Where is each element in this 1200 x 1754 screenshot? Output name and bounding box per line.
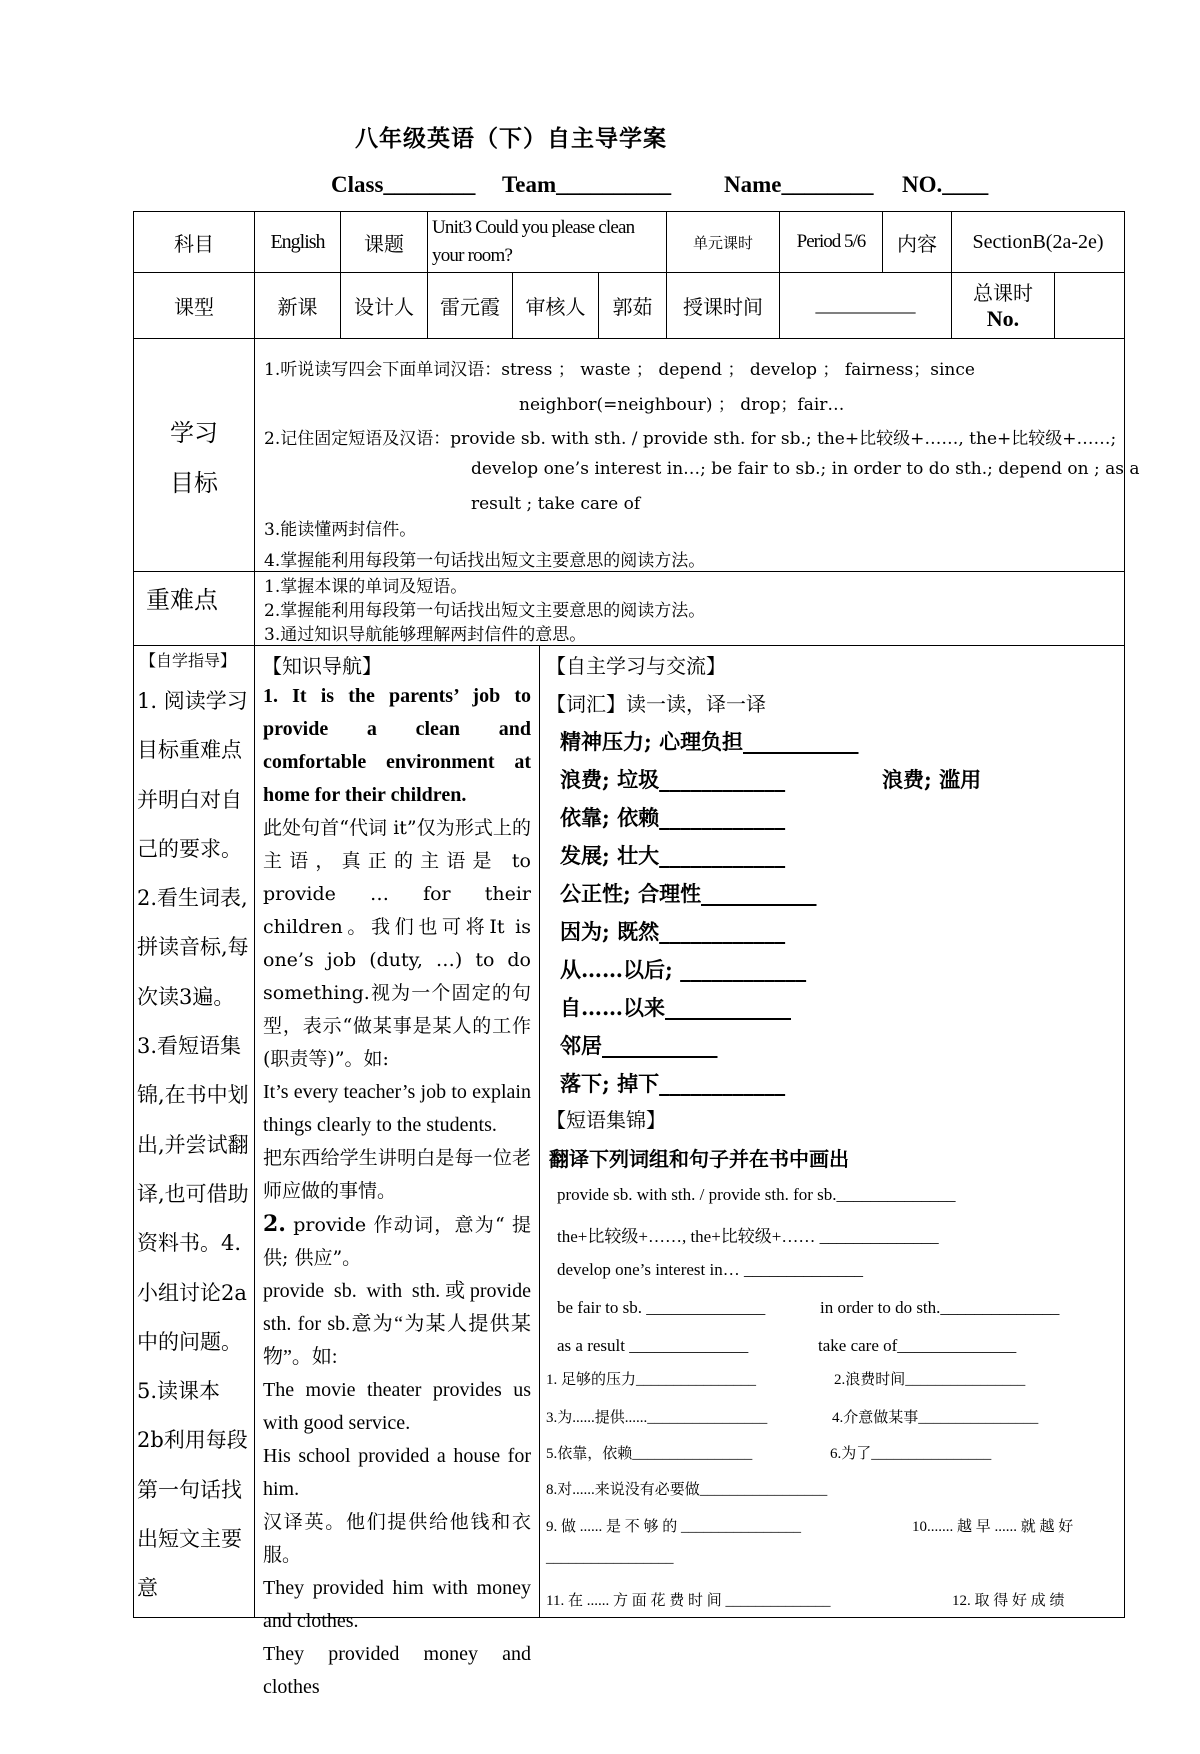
self-study-heading: 【自学指导】 xyxy=(140,651,237,670)
vocab-item: 依靠; 依赖____________ xyxy=(560,805,786,830)
goal-line: 4.掌握能利用每段第一句话找出短文主要意思的阅读方法。 xyxy=(264,551,706,571)
col-divider xyxy=(254,211,255,1618)
example-translation: 把东西给学生讲明白是每一位老师应做的事情。 xyxy=(263,1147,531,1202)
goal-line: neighbor(=neighbour) ； drop；fair… xyxy=(519,395,845,415)
class-field: Class________ xyxy=(331,172,476,197)
reviewer-label: 审核人 xyxy=(525,295,586,319)
translation-task: 汉译英。他们提供给他钱和衣服。 xyxy=(263,1511,531,1566)
key-point-line: 3.通过知识导航能够理解两封信件的意思。 xyxy=(264,625,587,645)
content-value: SectionB(2a-2e) xyxy=(972,230,1104,253)
exchange-heading: 【自主学习与交流】 xyxy=(546,654,726,678)
key-point-line: 2.掌握能利用每段第一句话找出短文主要意思的阅读方法。 xyxy=(264,601,706,621)
total-periods-label: 总课时 xyxy=(973,280,1033,305)
lesson-time-value: __________ xyxy=(815,294,916,316)
content-label: 内容 xyxy=(897,231,937,256)
subject-label: 科目 xyxy=(174,231,214,256)
knowledge-explanation: 此处句首“代词 it”仅为形式上的主语，真正的主语是 to provide … for their children。我们也可将It is one’s job (duty, …) to do something.视为一个固定的句型，表示“做某事是某人的工作(职责等)”。如: xyxy=(263,817,531,1070)
vocab-item: 自……以来____________ xyxy=(560,995,791,1020)
vocab-heading-text: 读一读，译一译 xyxy=(626,692,766,716)
knowledge-heading: 【知识导航】 xyxy=(262,654,382,678)
usage-note: provide sb. with sth.或provide sth. for sb.意为“为某人提供某物”。如: xyxy=(263,1280,531,1368)
name-field: Name________ xyxy=(724,172,874,197)
sentence-item: 6.为了________________ xyxy=(830,1446,992,1462)
lesson-time-label: 授课时间 xyxy=(683,295,763,319)
type-label: 课型 xyxy=(174,295,214,319)
sentence-item: 8.对......来说没有必要做_________________ xyxy=(546,1482,828,1498)
unit-period-label: 单元课时 xyxy=(692,233,753,252)
sentence-item: 1. 足够的压力________________ xyxy=(546,1372,757,1388)
sentence-item: 10....... 越 早 ...... 就 越 好 xyxy=(912,1519,1074,1535)
example-sentence: They provided money and clothes xyxy=(263,1643,531,1698)
row-divider xyxy=(133,338,1125,339)
key-point-line: 1.掌握本课的单词及短语。 xyxy=(264,577,468,597)
sentence-item: 12. 取 得 好 成 绩 xyxy=(952,1593,1065,1609)
vocab-item: 邻居___________ xyxy=(560,1033,718,1058)
col-divider xyxy=(1054,272,1055,338)
sentence-item: 9. 做 ...... 是 不 够 的 ________________ xyxy=(546,1519,802,1535)
subject-value: English xyxy=(270,230,325,253)
example-sentence: The movie theater provides us with good service. xyxy=(263,1379,531,1434)
designer-value: 雷元霞 xyxy=(440,295,500,319)
self-study-text: 1. 阅读学习目标重难点并明白对自己的要求。2.看生词表,拼读音标,每次读3遍。3.看短语集锦,在书中划出,并尝试翻译,也可借助资料书。4. 小组讨论2a 中的问题。5.读课本 2b利用每段第一句话找出短文主要意 xyxy=(137,689,249,1601)
vocab-item: 公正性; 合理性___________ xyxy=(560,881,817,906)
designer-label: 设计人 xyxy=(354,295,414,319)
phrase-item: provide sb. with sth. / provide sth. for sb.______________ xyxy=(557,1185,956,1204)
goal-line: result ; take care of xyxy=(471,494,641,514)
phrase-instruction: 翻译下列词组和句子并在书中画出 xyxy=(549,1147,849,1171)
knowledge-body xyxy=(263,680,531,1698)
sentence-item: 11. 在 ...... 方 面 花 费 时 间 ______________ xyxy=(546,1593,831,1609)
goals-label-1: 学习 xyxy=(170,418,218,447)
knowledge-point-2-number: 2. xyxy=(263,1211,286,1237)
row-divider xyxy=(133,645,1125,646)
goal-line: 3.能读懂两封信件。 xyxy=(264,520,417,540)
col-divider xyxy=(539,645,540,1618)
phrase-item: the+比较级+……, the+比较级+…… ______________ xyxy=(557,1227,939,1246)
sentence-item: 5.依靠，依赖________________ xyxy=(546,1446,753,1462)
vocab-item: 从……以后; ____________ xyxy=(560,957,807,982)
page-title: 八年级英语（下）自主导学案 xyxy=(355,125,667,152)
key-points-label: 重难点 xyxy=(146,586,218,614)
vocab-heading xyxy=(546,688,766,717)
goal-line: 1.听说读写四会下面单词汉语：stress ； waste ； depend ； develop ； fairness；since xyxy=(264,360,975,380)
example-sentence: His school provided a house for him. xyxy=(263,1445,531,1500)
example-sentence: It’s every teacher’s job to explain things clearly to the students. xyxy=(263,1081,531,1136)
vocab-item: 浪费; 垃圾____________ xyxy=(560,767,786,792)
reviewer-value: 郭茹 xyxy=(612,295,653,319)
team-field: Team__________ xyxy=(502,172,672,197)
topic-value: Unit3 Could you please clean your room? xyxy=(432,217,635,266)
phrase-item: as a result ______________ xyxy=(557,1336,749,1355)
phrase-item: be fair to sb. ______________ xyxy=(557,1298,766,1317)
goals-label-2: 目标 xyxy=(170,468,218,497)
vocab-item: 落下; 掉下____________ xyxy=(560,1071,786,1096)
phrase-item: in order to do sth.______________ xyxy=(820,1298,1060,1317)
example-sentence: They provided him with money and clothes. xyxy=(263,1577,531,1632)
vocab-item: 精神压力; 心理负担___________ xyxy=(560,729,859,754)
total-no-label: No. xyxy=(986,306,1020,331)
vocab-item: 因为; 既然____________ xyxy=(560,919,786,944)
knowledge-point-2: provide 作动词，意为“ 提供; 供应”。 xyxy=(263,1214,531,1269)
sentence-item: 3.为......提供......________________ xyxy=(546,1410,768,1426)
knowledge-point-1: 1. It is the parents’ job to provide a clean and comfortable environment at home for their children. xyxy=(263,685,531,806)
vocab-item: 浪费; 滥用 xyxy=(882,767,982,792)
number-field: NO.____ xyxy=(902,172,989,197)
phrase-item: take care of______________ xyxy=(818,1336,1017,1355)
phrase-heading: 【短语集锦】 xyxy=(546,1108,666,1132)
goal-line: 2.记住固定短语及汉语：provide sb. with sth. / provide sth. for sb.; the+比较级+……, the+比较级+……; xyxy=(264,429,1117,449)
vocab-item: 发展; 壮大____________ xyxy=(560,843,786,868)
phrase-item: develop one’s interest in… ______________ xyxy=(557,1260,863,1279)
topic-label: 课题 xyxy=(364,231,404,256)
sentence-item: _________________ xyxy=(546,1550,674,1566)
period-value: Period 5/6 xyxy=(796,231,866,252)
sentence-item: 2.浪费时间________________ xyxy=(834,1372,1026,1388)
goal-line: develop one’s interest in…; be fair to sb.; in order to do sth.; depend on ; as a xyxy=(471,459,1140,479)
vocab-heading-tag: 【词汇】 xyxy=(546,692,626,716)
sentence-item: 4.介意做某事________________ xyxy=(832,1410,1039,1426)
type-value: 新课 xyxy=(277,295,318,319)
